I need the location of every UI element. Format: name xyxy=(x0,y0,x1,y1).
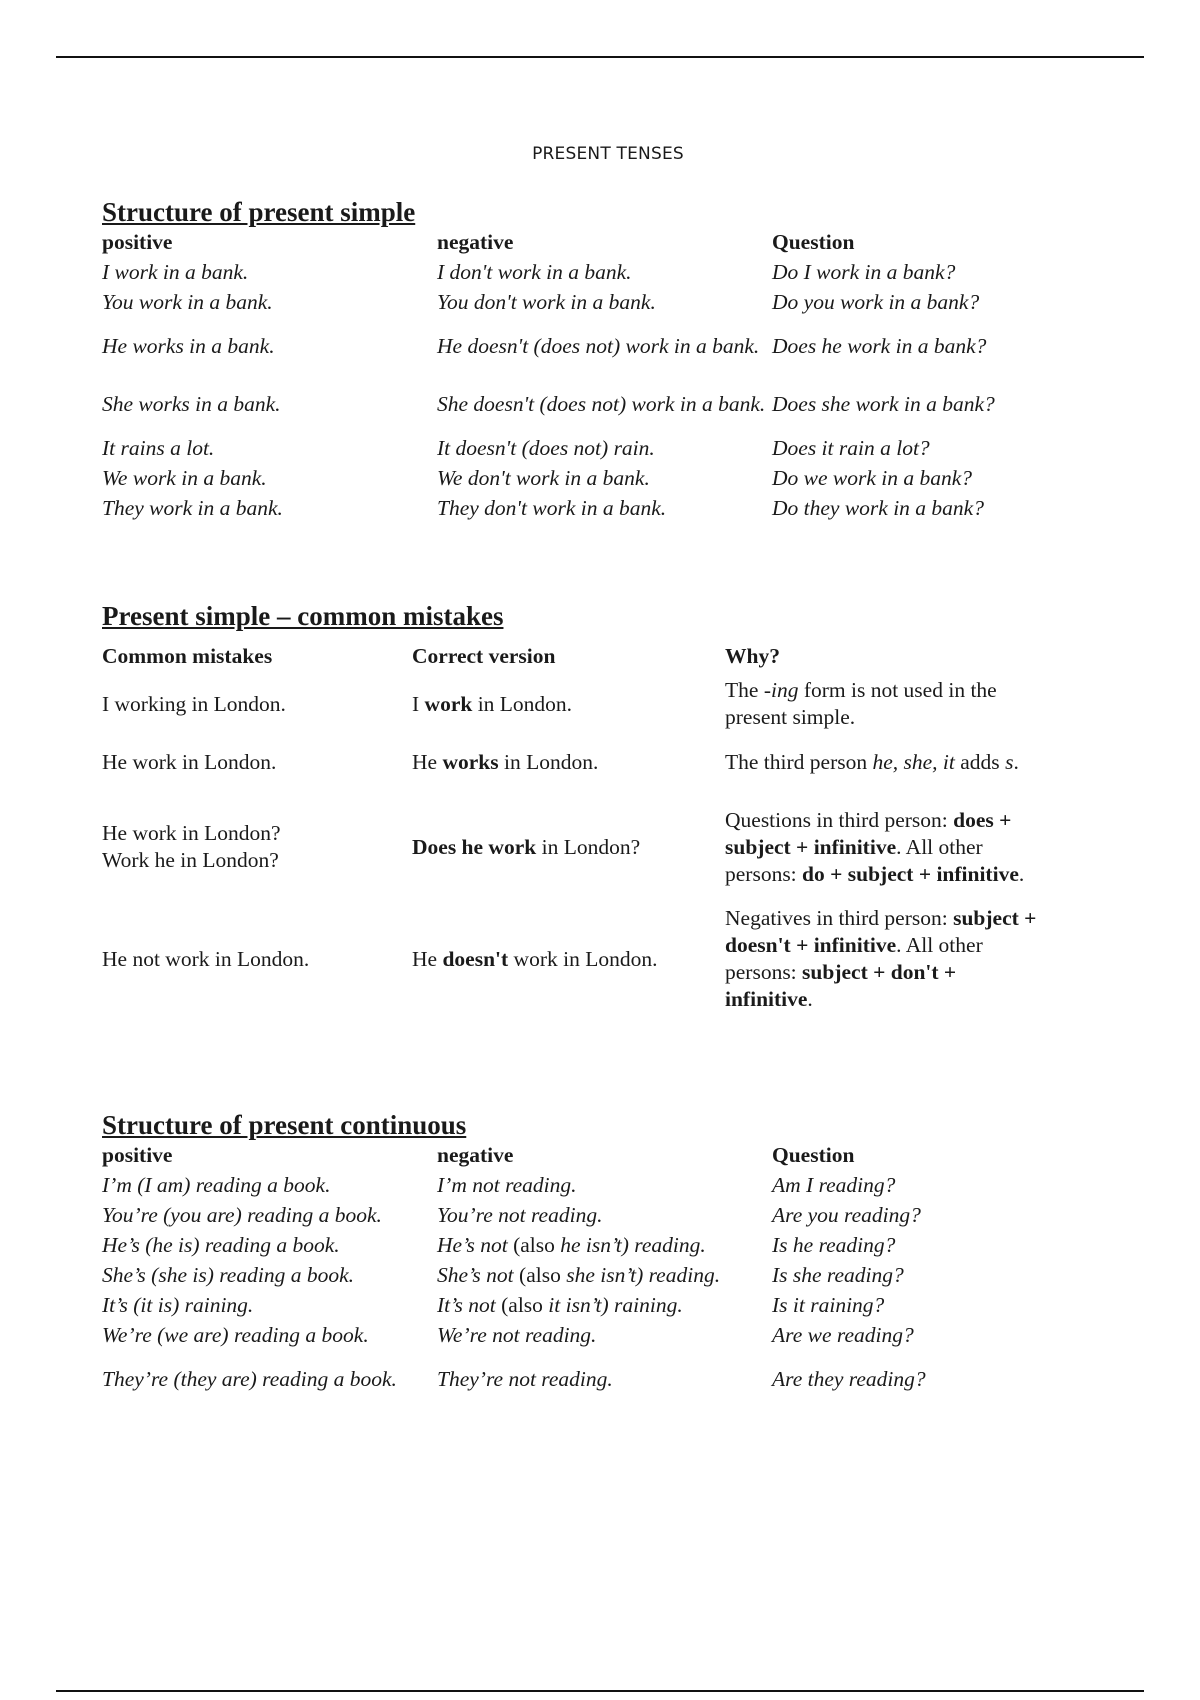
mistake-cell: He not work in London. xyxy=(102,946,310,971)
header-question: Question xyxy=(772,229,855,254)
question-cell: Do they work in a bank? xyxy=(772,495,984,520)
negative-cell: It doesn't (does not) rain. xyxy=(437,435,655,460)
positive-cell: She’s (she is) reading a book. xyxy=(102,1262,354,1287)
why-cell: The -ing form is not used in the present simple. xyxy=(725,678,997,729)
negative-cell: They’re not reading. xyxy=(437,1366,613,1391)
why-cell: Negatives in third person: subject + doesn't + infinitive. All other persons: subject + don't + infinitive. xyxy=(725,906,1037,1011)
positive-cell: They’re (they are) reading a book. xyxy=(102,1366,397,1391)
positive-cell: He works in a bank. xyxy=(102,333,275,358)
positive-cell: We’re (we are) reading a book. xyxy=(102,1322,369,1347)
table-row xyxy=(102,1320,1072,1350)
present-simple-section xyxy=(102,197,1072,523)
positive-cell: I work in a bank. xyxy=(102,259,249,284)
table-row xyxy=(102,1230,1072,1260)
header-positive: positive xyxy=(102,1142,173,1167)
negative-cell: He’s not (also he isn’t) reading. xyxy=(437,1232,706,1257)
positive-cell: She works in a bank. xyxy=(102,391,281,416)
table-header-row xyxy=(102,227,1072,257)
present-simple-table xyxy=(102,227,1072,523)
table-row xyxy=(102,903,1040,1015)
common-mistakes-table xyxy=(102,637,1040,1015)
header-negative: negative xyxy=(437,1142,514,1167)
mistake-cell: He work in London. xyxy=(102,749,277,774)
table-row xyxy=(102,1260,1072,1290)
present-continuous-table xyxy=(102,1140,1072,1408)
correct-cell: He doesn't work in London. xyxy=(412,946,658,971)
question-cell: Does he work in a bank? xyxy=(772,333,987,358)
question-cell: Am I reading? xyxy=(772,1172,896,1197)
table-row xyxy=(102,733,1040,791)
present-simple-title: Structure of present simple xyxy=(102,197,416,227)
present-continuous-title: Structure of present continuous xyxy=(102,1110,467,1140)
negative-cell: We’re not reading. xyxy=(437,1322,597,1347)
table-row xyxy=(102,287,1072,317)
bottom-rule xyxy=(56,1690,1144,1692)
correct-cell: I work in London. xyxy=(412,691,573,716)
table-row xyxy=(102,1290,1072,1320)
page-title: PRESENT TENSES xyxy=(532,144,684,164)
negative-cell: We don't work in a bank. xyxy=(437,465,650,490)
positive-cell: I’m (I am) reading a book. xyxy=(102,1172,331,1197)
table-row xyxy=(102,433,1072,463)
question-cell: Is she reading? xyxy=(772,1262,904,1287)
top-rule xyxy=(56,56,1144,58)
negative-cell: They don't work in a bank. xyxy=(437,495,667,520)
table-header-row xyxy=(102,1140,1072,1170)
table-row xyxy=(102,463,1072,493)
header-question: Question xyxy=(772,1142,855,1167)
header-negative: negative xyxy=(437,229,514,254)
question-cell: Does it rain a lot? xyxy=(772,435,930,460)
question-cell: Do I work in a bank? xyxy=(772,259,956,284)
question-cell: Does she work in a bank? xyxy=(772,391,995,416)
mistake-cell: I working in London. xyxy=(102,691,286,716)
negative-cell: You’re not reading. xyxy=(437,1202,603,1227)
question-cell: Are they reading? xyxy=(772,1366,926,1391)
positive-cell: It rains a lot. xyxy=(102,435,215,460)
table-row xyxy=(102,1350,1072,1408)
positive-cell: You’re (you are) reading a book. xyxy=(102,1202,382,1227)
question-cell: Are we reading? xyxy=(772,1322,914,1347)
negative-cell: She’s not (also she isn’t) reading. xyxy=(437,1262,721,1287)
positive-cell: It’s (it is) raining. xyxy=(102,1292,254,1317)
question-cell: Is it raining? xyxy=(772,1292,885,1317)
negative-cell: She doesn't (does not) work in a bank. xyxy=(437,391,766,416)
negative-cell: He doesn't (does not) work in a bank. xyxy=(437,333,760,358)
header-common-mistakes: Common mistakes xyxy=(102,643,273,668)
question-cell: Are you reading? xyxy=(772,1202,921,1227)
correct-cell: He works in London. xyxy=(412,749,599,774)
negative-cell: I don't work in a bank. xyxy=(437,259,632,284)
common-mistakes-section xyxy=(102,601,1040,1015)
table-row xyxy=(102,375,1072,433)
why-cell: The third person he, she, it adds s. xyxy=(725,749,1019,774)
negative-cell: I’m not reading. xyxy=(437,1172,577,1197)
table-row xyxy=(102,1200,1072,1230)
positive-cell: You work in a bank. xyxy=(102,289,273,314)
negative-cell: You don't work in a bank. xyxy=(437,289,656,314)
positive-cell: We work in a bank. xyxy=(102,465,267,490)
table-header-row xyxy=(102,637,1040,675)
header-why: Why? xyxy=(725,643,780,668)
table-row xyxy=(102,791,1040,903)
mistake-cell: He work in London? Work he in London? xyxy=(102,821,281,872)
table-row xyxy=(102,493,1072,523)
table-row xyxy=(102,317,1072,375)
question-cell: Do you work in a bank? xyxy=(772,289,980,314)
positive-cell: They work in a bank. xyxy=(102,495,283,520)
header-positive: positive xyxy=(102,229,173,254)
question-cell: Is he reading? xyxy=(772,1232,896,1257)
table-row xyxy=(102,1170,1072,1200)
table-row xyxy=(102,675,1040,733)
correct-cell: Does he work in London? xyxy=(412,834,641,859)
table-row xyxy=(102,257,1072,287)
header-correct-version: Correct version xyxy=(412,643,556,668)
question-cell: Do we work in a bank? xyxy=(772,465,973,490)
common-mistakes-title: Present simple – common mistakes xyxy=(102,601,504,631)
present-continuous-section xyxy=(102,1110,1072,1408)
positive-cell: He’s (he is) reading a book. xyxy=(102,1232,340,1257)
negative-cell: It’s not (also it isn’t) raining. xyxy=(437,1292,683,1317)
why-cell: Questions in third person: does + subject + infinitive. All other persons: do + subject + infinitive. xyxy=(725,807,1025,886)
